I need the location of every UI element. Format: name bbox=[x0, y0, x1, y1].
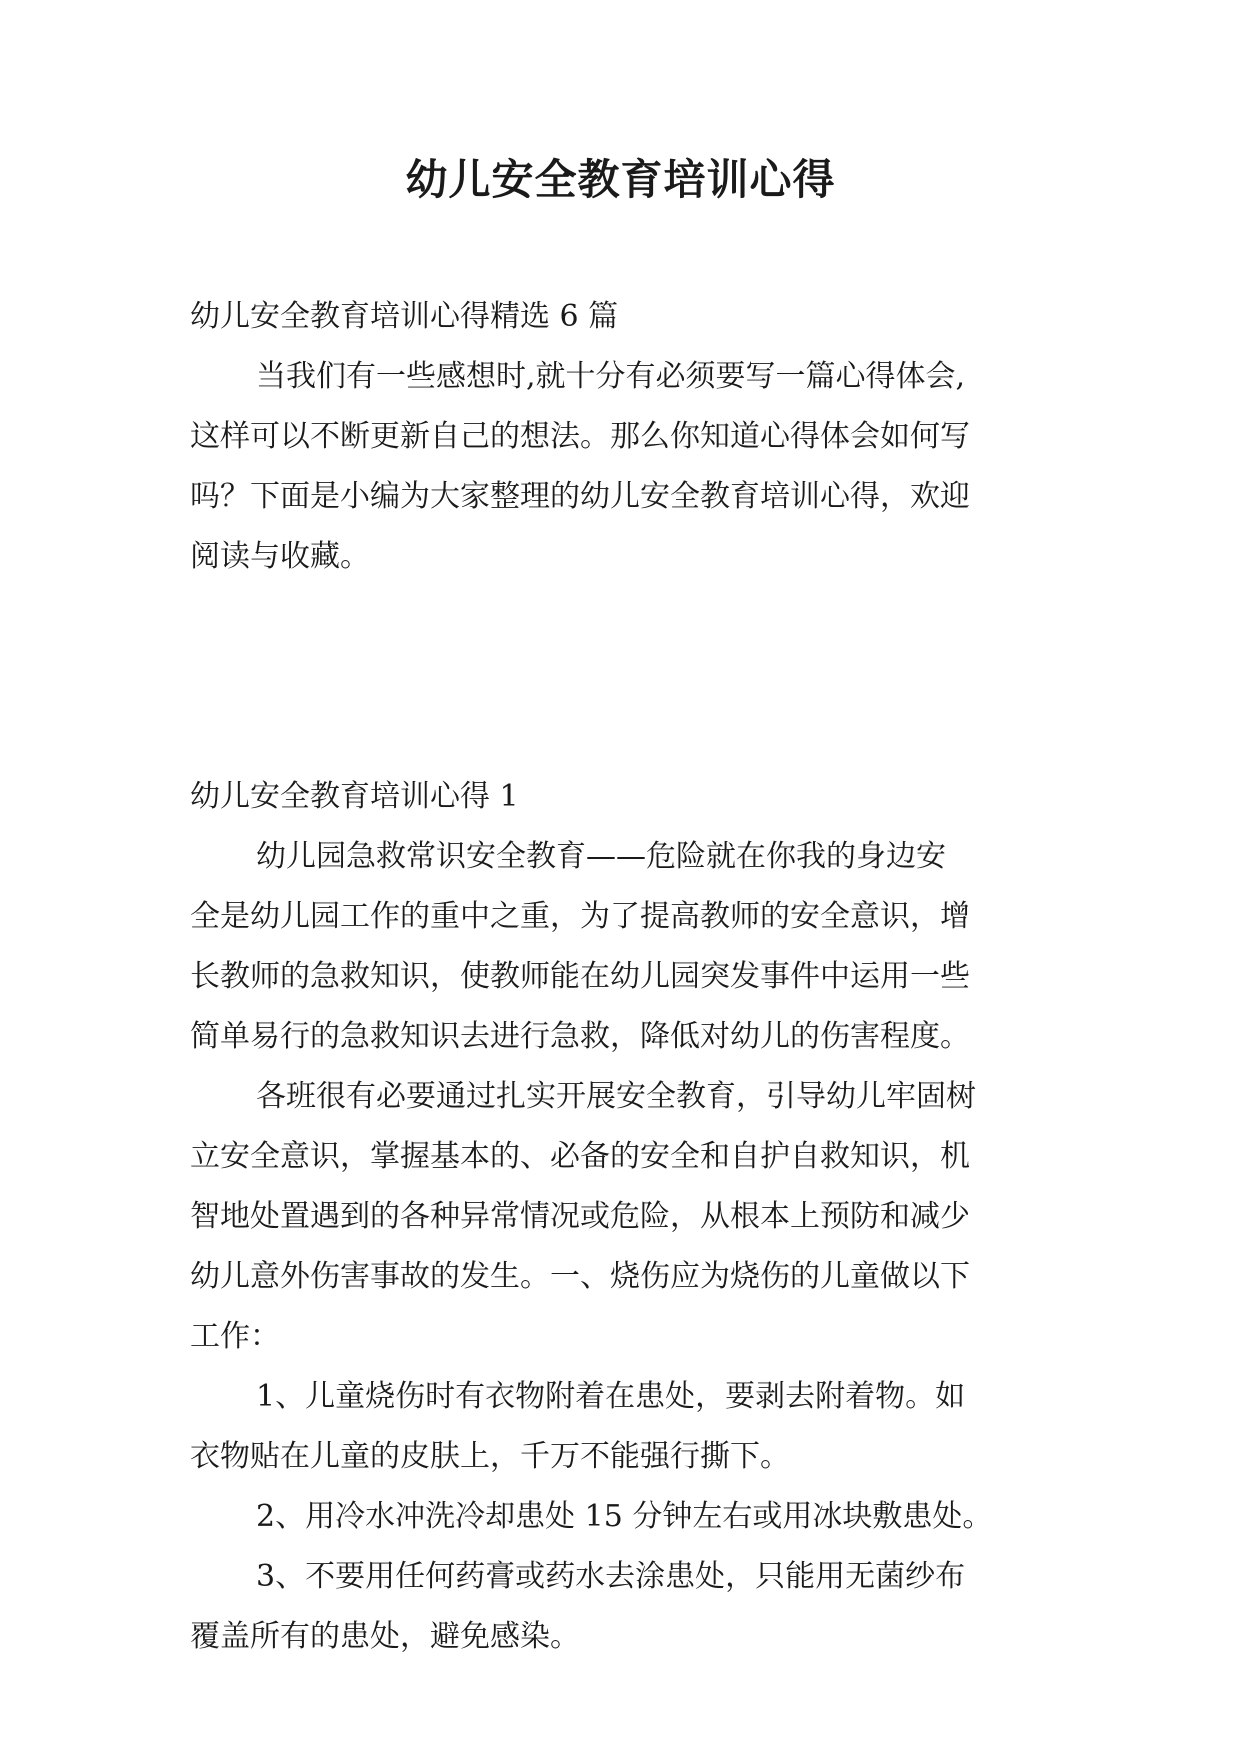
list-item-1 bbox=[190, 1367, 1060, 1487]
paragraph-line: 覆盖所有的患处，避免感染。 bbox=[190, 1619, 580, 1654]
paragraph-line: 衣物贴在儿童的皮肤上，千万不能强行撕下。 bbox=[190, 1439, 790, 1474]
paragraph-line: 智地处置遇到的各种异常情况或危险，从根本上预防和减少 bbox=[190, 1199, 970, 1234]
intro-paragraph bbox=[190, 347, 1060, 587]
paragraph-line: 阅读与收藏。 bbox=[190, 539, 370, 574]
paragraph-line: 工作： bbox=[190, 1319, 280, 1354]
paragraph-line: 长教师的急救知识，使教师能在幼儿园突发事件中运用一些 bbox=[190, 959, 970, 994]
paragraph-line: 这样可以不断更新自己的想法。那么你知道心得体会如何写 bbox=[190, 419, 970, 454]
section-spacer bbox=[190, 587, 1060, 767]
document-body bbox=[190, 287, 1060, 1667]
section-heading: 幼儿安全教育培训心得 1 bbox=[190, 779, 519, 814]
intro-heading: 幼儿安全教育培训心得精选 6 篇 bbox=[190, 299, 619, 334]
paragraph-line: 2、用冷水冲洗冷却患处 15 分钟左右或用冰块敷患处。 bbox=[256, 1499, 993, 1534]
paragraph-line: 当我们有一些感想时,就十分有必须要写一篇心得体会, bbox=[256, 359, 966, 394]
paragraph-line: 1、儿童烧伤时有衣物附着在患处，要剥去附着物。如 bbox=[256, 1379, 966, 1414]
paragraph-line: 全是幼儿园工作的重中之重，为了提高教师的安全意识，增 bbox=[190, 899, 970, 934]
paragraph-line: 幼儿意外伤害事故的发生。一、烧伤应为烧伤的儿童做以下 bbox=[190, 1259, 970, 1294]
paragraph-2 bbox=[190, 1067, 1060, 1367]
document-title: 幼儿安全教育培训心得 bbox=[405, 155, 836, 204]
paragraph-line: 各班很有必要通过扎实开展安全教育，引导幼儿牢固树 bbox=[256, 1079, 976, 1114]
paragraph-line: 立安全意识，掌握基本的、必备的安全和自护自救知识，机 bbox=[190, 1139, 970, 1174]
paragraph-1 bbox=[190, 827, 1060, 1067]
paragraph-line: 吗？下面是小编为大家整理的幼儿安全教育培训心得，欢迎 bbox=[190, 479, 970, 514]
list-item-2 bbox=[190, 1487, 1060, 1547]
paragraph-line: 3、不要用任何药膏或药水去涂患处，只能用无菌纱布 bbox=[256, 1559, 966, 1594]
list-item-3 bbox=[190, 1547, 1060, 1667]
paragraph-line: 简单易行的急救知识去进行急救，降低对幼儿的伤害程度。 bbox=[190, 1019, 970, 1054]
paragraph-line: 幼儿园急救常识安全教育——危险就在你我的身边安 bbox=[256, 839, 946, 874]
